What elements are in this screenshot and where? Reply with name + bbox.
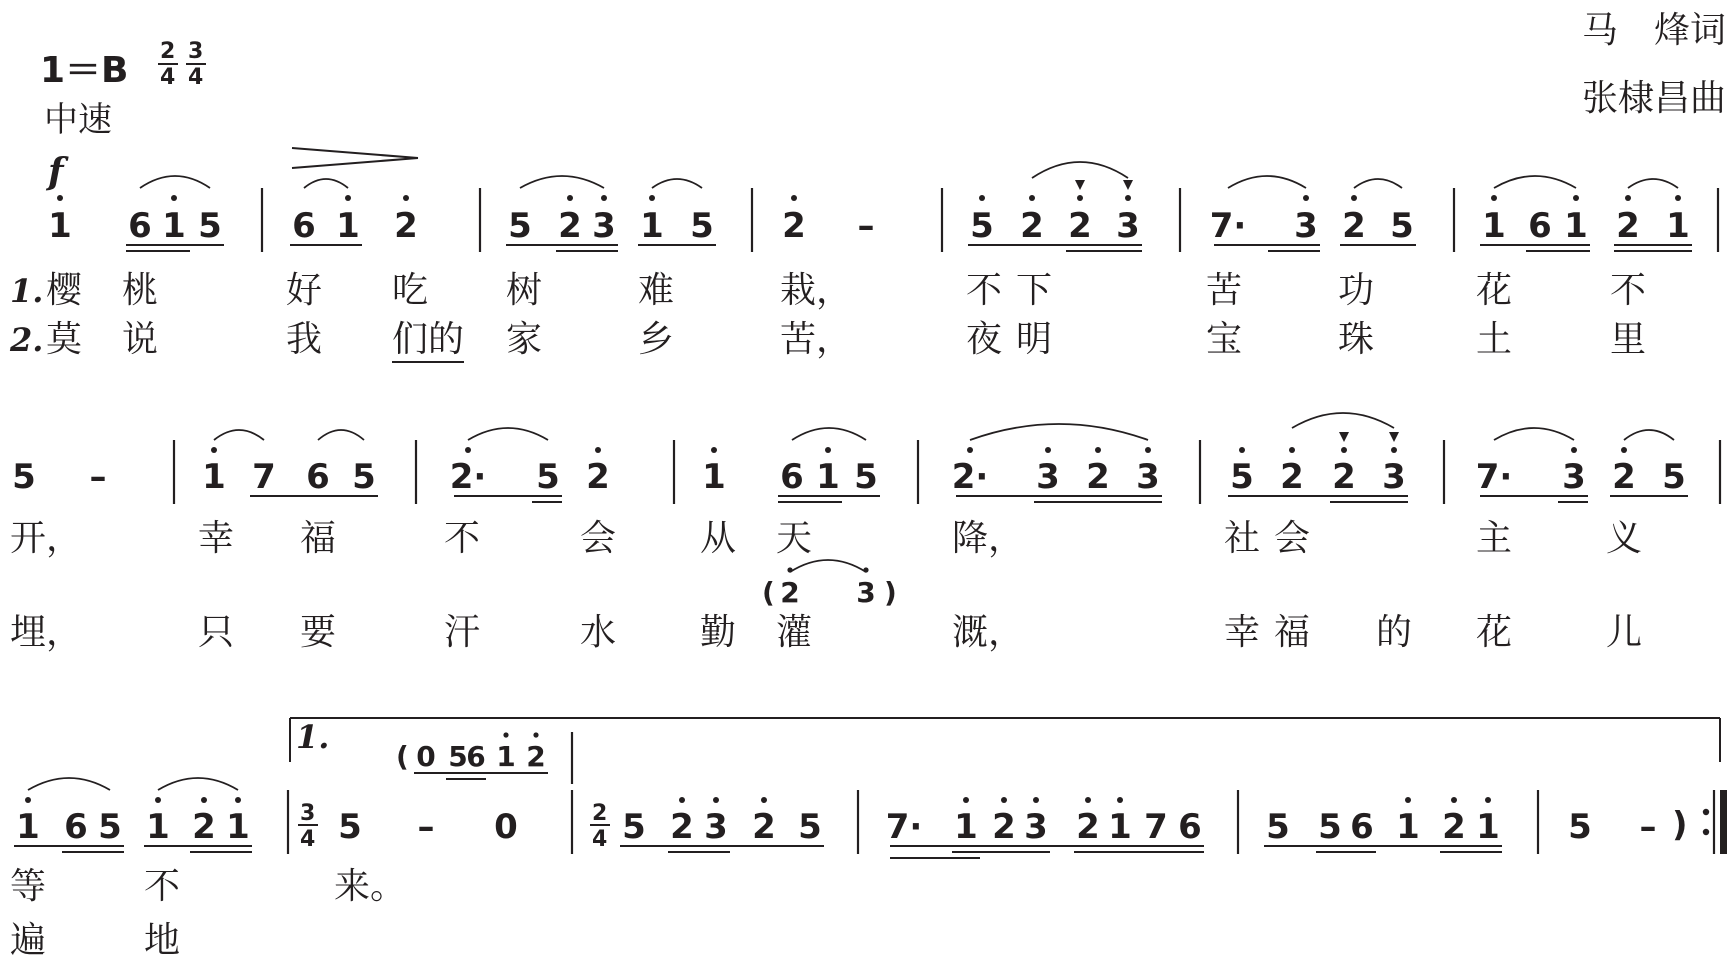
note: 2 <box>670 807 694 847</box>
note: 2 <box>1020 206 1044 246</box>
repeat-close-paren: ) <box>1672 805 1688 845</box>
system1-lyrics-verse1 <box>46 270 1646 311</box>
note: 0 <box>494 807 518 847</box>
note: 1 <box>1666 206 1690 246</box>
slurs <box>28 778 238 790</box>
note: 6 <box>1528 206 1552 246</box>
underlines <box>126 245 1692 251</box>
slurs <box>214 413 1674 440</box>
accent-marks <box>1339 432 1399 442</box>
lyric: 家 <box>506 319 543 360</box>
note: 7 <box>1144 807 1168 847</box>
note: 7· <box>885 807 923 847</box>
lyric: 栽， <box>780 270 853 311</box>
note: 3 <box>1382 457 1406 497</box>
note: 5 <box>536 457 560 497</box>
note: 1 <box>640 206 664 246</box>
note: 6 <box>64 807 88 847</box>
lyric: 功 <box>1338 270 1375 311</box>
lyric: 苦， <box>780 319 853 360</box>
note: 5 <box>1266 807 1290 847</box>
note: 3 <box>1294 206 1318 246</box>
note: 7 <box>252 457 276 497</box>
dynamic-marking: f <box>48 151 64 193</box>
note: 5 <box>448 740 468 773</box>
note: 5 <box>854 457 878 497</box>
note: 2 <box>1068 206 1092 246</box>
first-ending-label: 1. <box>296 718 330 756</box>
note: 1 <box>816 457 840 497</box>
note: 1 <box>336 206 360 246</box>
note: 5 <box>508 206 532 246</box>
note: 6 <box>1178 807 1202 847</box>
note: 5 <box>1390 206 1414 246</box>
repeat-end-barline <box>1703 790 1727 854</box>
system2-lyrics-verse1 <box>10 518 1642 559</box>
note: 1 <box>146 807 170 847</box>
time-signature-3-4 <box>186 39 206 90</box>
lyric: 花 <box>1476 612 1513 653</box>
lyric: 勤 <box>700 612 737 653</box>
lyric: 苦 <box>1206 270 1243 311</box>
note: 2 <box>1342 206 1366 246</box>
note: 2 <box>1332 457 1356 497</box>
note: 1 <box>702 457 726 497</box>
note: 5 <box>1568 807 1592 847</box>
lyric: 树 <box>506 270 543 311</box>
lyric: 的 <box>1376 612 1413 653</box>
note: 1 <box>16 807 40 847</box>
lyric: 下 <box>1016 270 1053 311</box>
note: 5 <box>970 206 994 246</box>
lyric: 明 <box>1016 319 1053 360</box>
system-1 <box>9 162 1718 362</box>
note: 1 <box>496 740 516 773</box>
lyric: 遍 <box>10 920 47 961</box>
lyric: 会 <box>1274 518 1311 559</box>
time-signature-2-4 <box>158 39 178 90</box>
lyric: 不 <box>966 270 1003 311</box>
note: 3 <box>1562 457 1586 497</box>
lyric: 来。 <box>334 866 407 907</box>
verse-number: 1. <box>10 272 44 310</box>
lyric: 幸 <box>198 518 235 559</box>
note: 3 <box>592 206 616 246</box>
note: 1 <box>162 206 186 246</box>
system3-notes <box>16 805 1687 847</box>
note: 2 <box>1086 457 1110 497</box>
note: 3 <box>1136 457 1160 497</box>
underlines <box>14 846 1502 858</box>
system2-lyrics-verse2 <box>10 612 1642 653</box>
note: 1 <box>1564 206 1588 246</box>
svg-text:4: 4 <box>300 827 316 852</box>
lyric: 主 <box>1476 518 1513 559</box>
note: 1 <box>1396 807 1420 847</box>
note: 5 <box>798 807 822 847</box>
svg-text:4: 4 <box>160 65 176 90</box>
ossia-open-paren: ( <box>762 576 775 609</box>
octave-dots <box>25 797 1491 803</box>
ossia-alternative <box>762 560 897 609</box>
lyric: 要 <box>300 612 337 653</box>
note: 2 <box>192 807 216 847</box>
lyric: 义 <box>1606 518 1643 559</box>
note: 1 <box>226 807 250 847</box>
interlude-notes <box>396 732 572 784</box>
svg-text:4: 4 <box>188 65 204 90</box>
note: 5 <box>12 457 36 497</box>
note: 2 <box>1616 206 1640 246</box>
note: 1 <box>48 206 72 246</box>
time-signature-change-2-4 <box>590 801 610 852</box>
lyric: 宝 <box>1206 319 1243 360</box>
lyric: 莫 <box>46 319 83 360</box>
note: 5 <box>690 206 714 246</box>
underlines <box>250 496 1688 502</box>
dash: – <box>417 807 435 847</box>
note: 2 <box>992 807 1016 847</box>
lyric: 们的 <box>392 319 465 360</box>
lyric: 开， <box>10 518 83 559</box>
interlude-open-paren: ( <box>396 740 409 773</box>
octave-dots <box>57 195 1681 201</box>
lyric: 说 <box>122 319 159 360</box>
slurs <box>140 162 1678 188</box>
svg-text:3: 3 <box>300 801 316 826</box>
lyric: 灌 <box>776 612 813 653</box>
note: 1 <box>202 457 226 497</box>
lyric: 桃 <box>122 270 159 311</box>
lyric: 水 <box>580 612 617 653</box>
note: 2 <box>752 807 776 847</box>
lyric: 幸 <box>1224 612 1261 653</box>
note: 6 <box>466 740 486 773</box>
note: 6 <box>128 206 152 246</box>
lyric: 社 <box>1224 518 1261 559</box>
note: 2 <box>586 457 610 497</box>
lyric: 埋， <box>10 612 83 653</box>
lyric: 等 <box>10 866 47 907</box>
system2-notes <box>12 457 1686 497</box>
note: 5 <box>622 807 646 847</box>
note: 1 <box>1476 807 1500 847</box>
note: 3 <box>856 576 876 609</box>
note: 6 <box>306 457 330 497</box>
note: 2· <box>951 457 989 497</box>
system-3 <box>10 718 1727 961</box>
lyric: 天 <box>776 518 813 559</box>
note: 5 <box>198 206 222 246</box>
note: 3 <box>1024 807 1048 847</box>
verse-number: 2. <box>10 321 44 359</box>
lyric: 土 <box>1476 319 1513 360</box>
note: 5 <box>352 457 376 497</box>
note: 2 <box>1442 807 1466 847</box>
note: 1 <box>1482 206 1506 246</box>
tempo-marking: 中速 <box>44 100 112 140</box>
lyric: 汗 <box>444 612 481 653</box>
accent-marks <box>1075 180 1133 190</box>
system3-lyrics-verse1 <box>10 866 406 907</box>
note: 5 <box>1230 457 1254 497</box>
lyric: 难 <box>638 270 675 311</box>
svg-text:2: 2 <box>160 39 176 64</box>
lyric: 会 <box>580 518 617 559</box>
note: 2 <box>1076 807 1100 847</box>
note: 3 <box>704 807 728 847</box>
lyric: 儿 <box>1606 612 1643 653</box>
note: 2 <box>558 206 582 246</box>
lyric: 福 <box>1274 612 1311 653</box>
system3-lyrics-verse2 <box>10 920 180 961</box>
lyric: 溉， <box>952 612 1025 653</box>
note: 2 <box>780 576 800 609</box>
system1-notes <box>48 206 1690 246</box>
lyric: 乡 <box>638 319 675 360</box>
lyric: 夜 <box>966 319 1003 360</box>
svg-text:4: 4 <box>592 827 608 852</box>
note: 1 <box>954 807 978 847</box>
time-signature-change-3-4 <box>298 801 318 852</box>
note: 5 <box>338 807 362 847</box>
lyric: 珠 <box>1338 319 1375 360</box>
composer-credit: 张棣昌曲 <box>1581 78 1726 119</box>
lyric: 樱 <box>46 270 83 311</box>
note: 2 <box>1280 457 1304 497</box>
dash: – <box>1639 807 1657 847</box>
lyric: 福 <box>300 518 337 559</box>
note: 6 <box>1350 807 1374 847</box>
dash: – <box>857 206 875 246</box>
lyric: 不 <box>1610 270 1647 311</box>
note: 2 <box>1612 457 1636 497</box>
system-2 <box>10 413 1720 653</box>
note: 7· <box>1209 206 1247 246</box>
lyric: 吃 <box>392 270 429 311</box>
note: 1 <box>1108 807 1132 847</box>
ossia-close-paren: ) <box>884 576 897 609</box>
lyric: 降， <box>952 518 1025 559</box>
note: 3 <box>1036 457 1060 497</box>
svg-text:3: 3 <box>188 39 204 64</box>
note: 2· <box>449 457 487 497</box>
lyric: 不 <box>444 518 481 559</box>
note: 3 <box>1116 206 1140 246</box>
key-signature: 1＝B <box>40 50 129 91</box>
note: 5 <box>98 807 122 847</box>
note: 5 <box>1318 807 1342 847</box>
lyric: 花 <box>1476 270 1513 311</box>
system1-lyrics-verse2 <box>46 319 1646 362</box>
dash: – <box>89 457 107 497</box>
note: 7· <box>1475 457 1513 497</box>
lyric: 地 <box>144 920 181 961</box>
note: 6 <box>780 457 804 497</box>
note: 0 <box>416 740 436 773</box>
score-header <box>40 10 1726 193</box>
note: 2 <box>782 206 806 246</box>
lyric: 我 <box>286 319 323 360</box>
lyricist-credit: 马 烽词 <box>1581 10 1726 51</box>
lyric: 只 <box>198 612 235 653</box>
lyric: 不 <box>144 866 181 907</box>
note: 2 <box>526 740 546 773</box>
svg-text:2: 2 <box>592 801 608 826</box>
note: 5 <box>1662 457 1686 497</box>
note: 6 <box>292 206 316 246</box>
lyric: 里 <box>1610 319 1647 360</box>
lyric: 从 <box>700 518 737 559</box>
decrescendo-hairpin <box>292 148 418 168</box>
note: 2 <box>394 206 418 246</box>
lyric: 好 <box>286 270 323 311</box>
